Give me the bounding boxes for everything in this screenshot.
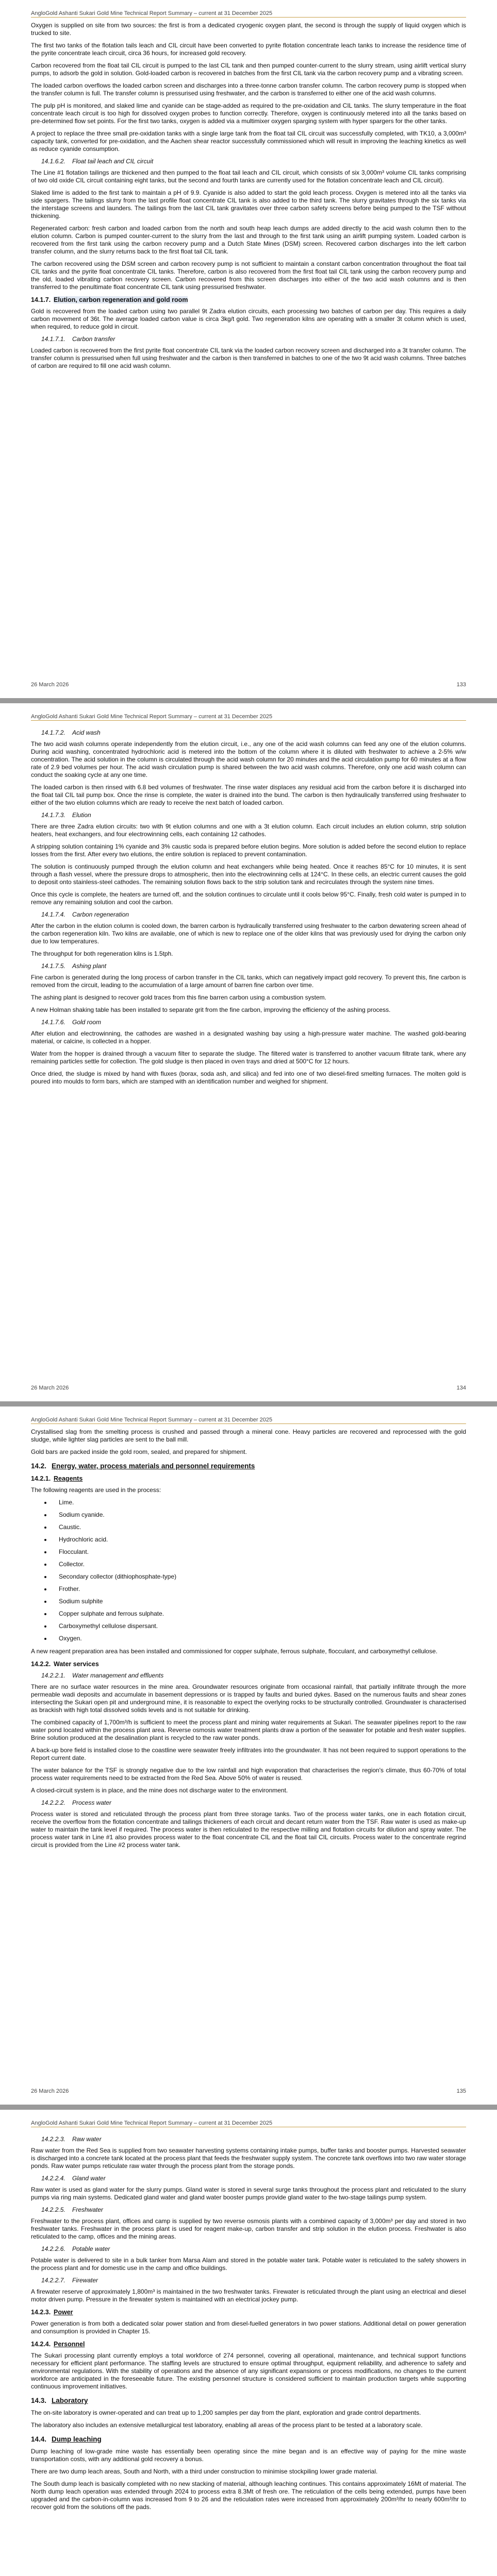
report-page-133	[0, 0, 497, 698]
list-item: • Flocculant.	[52, 1548, 466, 1556]
paragraph: The ashing plant is designed to recover gold traces from this fine barren carbon using a combustion system.	[31, 994, 326, 1001]
page-header: AngloGold Ashanti Sukari Gold Mine Technical Report Summary – current at 31 December 2025	[31, 2110, 466, 2127]
section-heading: 14.2.1. Reagents	[31, 1475, 83, 1482]
paragraph: Process water is stored and reticulated through the process plant from three storage tanks. Two of the process water tanks, one in each flotation circuit, receive the overflow from the flotation concentrate and tailings thickeners of each circuit and decant return water from the TSF. Raw water is used as make-up water to maintain the tank level if required. The process water is then reticulated to the respective milling and flotation circuits for dilution and spray water. The process water tank in Line #1 also provides process water to the float concentrate CIL and the float tail CIL circuits. Process water to the concentrate regrind circuit is provided from the Line #2 process water tank.	[31, 1810, 466, 1849]
paragraph: A firewater reserve of approximately 1,800m³ is maintained in the two freshwater tanks. Firewater is reticulated through the plant using an electrical and diesel motor driven pump. Pressure in the firewater system is maintained with an electrical jockey pump.	[31, 2288, 466, 2303]
report-page-136	[0, 2110, 497, 2576]
page-footer	[31, 682, 466, 688]
page-header: AngloGold Ashanti Sukari Gold Mine Technical Report Summary – current at 31 December 2025	[31, 1406, 466, 1424]
paragraph: Once this cycle is complete, the heaters are turned off, and the solution continues to circulate until it cools below 95°C. Finally, fresh cold water is pumped in to remove any remaining solution and cool the carbon.	[31, 891, 466, 906]
report-page-135	[0, 1406, 497, 2105]
chapter-section-heading: 14.2. Energy, water, process materials and personnel requirements	[31, 1462, 255, 1470]
paragraph: The two acid wash columns operate independently from the elution circuit, i.e., any one of the acid wash columns can feed any one of the elution columns. During acid washing, concentrated hydrochloric acid is metered into the bottom of the column where it is diluted with freshwater to achieve a 2-5% w/w concentration. The acid solution in the column is circulated through the acid wash column for 20 minutes and the acid circulation pump for 60 minutes at a flow rate of 2.9 bed volumes per hour. The acid wash circulation pump is shared between the two acid wash columns. Therefore, only one acid wash column can conduct the soaking cycle at any one time.	[31, 740, 466, 778]
section-heading: 14.2.3. Power	[31, 2309, 73, 2316]
paragraph: There are no surface water resources in the mine area. Groundwater resources originate from occasional rainfall, that partially infiltrate through the more permeable wadi deposits and accumulate in basement depressions or is trapped by faults and buried dykes. Based on the numerous faults and shear zones intersecting the Sukari open pit and underground mine, it is reasonable to expect the overlying rocks to be structurally controlled. Groundwater is characterised as brackish with high total dissolved solids levels and is not suitable for drinking.	[31, 1683, 466, 1714]
list-item: • Lime.	[52, 1499, 466, 1506]
paragraph: There are three Zadra elution circuits: two with 9t elution columns and one with a 3t elution column. Each circuit includes an elution column, strip solution heaters, heat exchangers, and four electrowinning cells, each containing 12 cathodes.	[31, 823, 466, 838]
list-item: • Frother.	[52, 1585, 466, 1593]
paragraph: The loaded carbon overflows the loaded carbon screen and discharges into a three-tonne carbon transfer column. The carbon recovery pump is stopped when the transfer column is full. The transfer column is pressurised using freshwater, and the carbon is transferred to either one of the acid wash columns.	[31, 82, 466, 97]
paragraph: Loaded carbon is recovered from the first pyrite float concentrate CIL tank via the loaded carbon recovery screen and discharged into a 3t transfer column. The transfer column is pressurised when full using freshwater and the carbon is then transferred in batches to one of the two 9t acid wash columns. Three batches of carbon are required to fill one acid wash column.	[31, 347, 466, 369]
list-item: • Hydrochloric acid.	[52, 1536, 466, 1544]
paragraph: The first two tanks of the flotation tails leach and CIL circuit have been converted to pyrite flotation concentrate leach tanks to increase the residence time of the pyrite concentrate leach circuit, circa 36 hours, for increased gold recovery.	[31, 42, 466, 57]
report-page-134	[0, 703, 497, 1401]
paragraph: The throughput for both regeneration kilns is 1.5tph.	[31, 950, 173, 957]
subsection-heading: 14.2.2.3. Raw water	[41, 2136, 102, 2143]
subsection-heading: 14.2.2.2. Process water	[41, 1799, 112, 1806]
page-footer	[31, 1385, 466, 1391]
subsection-heading: 14.2.2.1. Water management and effluents	[41, 1672, 164, 1679]
paragraph: Dump leaching of low-grade mine waste has essentially been operating since the mine began and is an effective way of paying for the mine waste transportation costs, with any additional gold recovery a bonus.	[31, 2448, 466, 2463]
reagent-list	[31, 1499, 466, 1642]
page-number: 133	[456, 682, 466, 688]
paragraph: Gold bars are packed inside the gold room, sealed, and prepared for shipment.	[31, 1448, 247, 1455]
paragraph: Slaked lime is added to the first tank to maintain a pH of 9.9. Cyanide is also added to start the gold leach process. Oxygen is metered into all the tanks via side spargers. The tailings slurry from the last profile float concentrate CIL tank is also added to the third tank. The slurry gravitates through the six tanks via the interstage screens and launders. The tailings from the last CIL tank gravitates over three carbon safety screens before being pumped to the TSF without thickening.	[31, 189, 466, 219]
paragraph: The solution is continuously pumped through the elution column and heat exchangers while being heated. Once it reaches 85°C for 10 minutes, it is sent through a flash vessel, where the pressure drops to atmospheric, then into the electrowinning cells at 124°C. In these cells, an electric current causes the gold to deposit onto stainless-steel cathodes. The remaining solution flows back to the strip solution tank and recirculates through the system nine times.	[31, 863, 466, 886]
footer-date: 26 March 2026	[31, 1385, 69, 1391]
paragraph: Power generation is from both a dedicated solar power station and from diesel-fuelled generators in two power stations. Additional detail on power generation and consumption is provided in Chapter 15.	[31, 2320, 466, 2335]
list-item: • Sodium cyanide.	[52, 1511, 466, 1519]
paragraph: Freshwater to the process plant, offices and camp is supplied by two reverse osmosis plants with a combined capacity of 3,000m³ per day and stored in two freshwater tanks. Freshwater in the process plant is used for reagent make-up, carbon transfer and strip solution in the elution process. Freshwater is also reticulated to the camp, offices and the mining areas.	[31, 2217, 466, 2240]
section-heading: 14.2.2. Water services	[31, 1660, 99, 1668]
paragraph: The South dump leach is basically completed with no new stacking of material, although leaching continues. This contains approximately 16Mt of material. The North dump leach operation was extended through 2024 to process extra 8.3Mt of fresh ore. The reticulation of the cells being extended, pumps have been upgraded and the carbon-in-column was increased from 9 to 26 and the reticulation rates were increased from approximately 200m³/hr to nearly 600m³/hr to recover gold from the solutions off the pads.	[31, 2480, 466, 2511]
subsection-heading: 14.2.2.6. Potable water	[41, 2245, 110, 2252]
page-header: AngloGold Ashanti Sukari Gold Mine Technical Report Summary – current at 31 December 2025	[31, 703, 466, 721]
paragraph: Gold is recovered from the loaded carbon using two parallel 9t Zadra elution circuits, each processing two batches of carbon per day. This requires a daily carbon movement of 36t. The average loaded carbon value is circa 3kg/t gold. Two regeneration kilns are operating with a smaller 3t column which is used, when required, to reduce gold in circuit.	[31, 308, 466, 330]
paragraph: A new reagent preparation area has been installed and commissioned for copper sulphate, ferrous sulphate, flocculant, and carboxymethyl cellulose.	[31, 1648, 438, 1655]
paragraph: The loaded carbon is then rinsed with 6.8 bed volumes of freshwater. The rinse water displaces any residual acid from the carbon before it is discharged into the float tail CIL tail pump box. Once the rinse is complete, the water is drained into the bund. The carbon is then hydraulically transferred using freshwater to either of the two elution columns which are ready to receive the next batch of loaded carbon.	[31, 784, 466, 806]
page-number: 134	[456, 1385, 466, 1391]
list-item: • Carboxymethyl cellulose dispersant.	[52, 1622, 466, 1630]
subsection-heading: 14.1.7.3. Elution	[41, 811, 91, 819]
paragraph: A project to replace the three small pre-oxidation tanks with a single large tank from the float tail CIL circuit was successfully completed, with TK10, a 3,000m³ capacity tank, converted for pre-oxidation, and the Aachen shear reactor successfully commissioned which will result in improving the leaching kinetics as well as reduce cyanide consumption.	[31, 130, 466, 152]
list-item: • Sodium sulphite	[52, 1598, 466, 1605]
paragraph: After the carbon in the elution column is cooled down, the barren carbon is hydraulically transferred using freshwater to the carbon dewatering screen ahead of the carbon regeneration kiln. Two kilns are available, one of which is new to replace one of the older kilns that was previously used for drying the carbon only due to low temperatures.	[31, 922, 466, 945]
paragraph: Fine carbon is generated during the long process of carbon transfer in the CIL tanks, which can negatively impact gold recovery. To prevent this, fine carbon is removed from the circuit, leading to the accumulation of a large amount of barren fine carbon over time.	[31, 974, 466, 989]
paragraph: A back-up bore field is installed close to the coastline were seawater freely infiltrates into the groundwater. It has not been required to support operations to the Report current date.	[31, 1747, 466, 1761]
chapter-section-heading: 14.3. Laboratory	[31, 2397, 88, 2404]
list-item: • Oxygen.	[52, 1635, 466, 1642]
paragraph: The carbon recovered using the DSM screen and carbon recovery pump is not sufficient to maintain a constant carbon concentration throughout the float tail CIL tanks and the pyrite float concentrate CIL tanks. Therefore, carbon is also recovered from the first float tail CIL tank using the carbon recovery pump and the old, loaded vibrating carbon recovery screen. Carbon recovered from this screen discharges into either of the two acid wash columns and is then transferred to the penultimate float concentrate CIL tank using pressurised freshwater.	[31, 260, 466, 291]
subsection-heading: 14.2.2.7. Firewater	[41, 2277, 98, 2284]
list-item: • Secondary collector (dithiophosphate-type)	[52, 1573, 466, 1581]
section-heading: 14.2.4. Personnel	[31, 2341, 85, 2348]
paragraph: A closed-circuit system is in place, and the mine does not discharge water to the environment.	[31, 1787, 288, 1794]
page-footer	[31, 2088, 466, 2094]
subsection-heading: 14.1.6.2. Float tail leach and CIL circuit	[41, 158, 154, 165]
paragraph: The Sukari processing plant currently employs a total workforce of 274 personnel, covering all operational, maintenance, and technical support functions necessary for efficient plant performance. The staffing levels are structured to ensure optimal throughput, equipment reliability, and adherence to safety and environmental regulations. With the stability of operations and the absence of any significant expansions or process modifications, no changes to the current workforce are anticipated in the foreseeable future. The existing personnel structure is considered sufficient to maintain production targets while supporting continuous improvement initiatives.	[31, 2352, 466, 2390]
subsection-heading: 14.1.7.4. Carbon regeneration	[41, 911, 129, 918]
paragraph: The combined capacity of 1,700m³/h is sufficient to meet the process plant and mining water requirements at Sukari. The seawater pipelines report to the raw water pond located within the process plant area. Reverse osmosis water treatment plants draw a portion of the seawater for potable and fresh water supplies. Brine solution produced at the desalination plant is recycled to the raw water ponds.	[31, 1719, 466, 1741]
paragraph: The Line #1 flotation tailings are thickened and then pumped to the float tail leach and CIL circuit, which consists of six 3,000m³ volume CIL tanks comprising of two old oxide CIL circuit containing eight tanks, but the second and fourth tanks are currently used for the flotation concentrate leach and CIL circuit).	[31, 169, 466, 184]
paragraph: Once dried, the sludge is mixed by hand with fluxes (borax, soda ash, and silica) and fed into one of two diesel-fired smelting furnaces. The molten gold is poured into moulds to form bars, which are stamped with an identification number and weighed for shipment.	[31, 1070, 466, 1085]
paragraph: Regenerated carbon: fresh carbon and loaded carbon from the north and south heap leach dumps are added directly to the acid wash column then to the elution column. Carbon is pumped counter-current to the slurry from the last and through to the first tank using an airlift pumping system. Loaded carbon is recovered from the first tank using the carbon recovery pump and a Dutch State Mines (DSM) screen. Recovered carbon discharges into the left carbon transfer column, and the slurry returns back to the first float tail CIL tank.	[31, 225, 466, 255]
paragraph: A new Holman shaking table has been installed to separate grit from the fine carbon, improving the efficiency of the ashing process.	[31, 1006, 391, 1013]
paragraph: Crystallised slag from the smelting process is crushed and passed through a mineral cone. Heavy particles are recovered and reprocessed with the gold sludge, while lighter slag particles are sent to the ball mill.	[31, 1428, 466, 1443]
section-heading: 14.1.7. Elution, carbon regeneration and gold room	[31, 296, 188, 303]
subsection-heading: 14.1.7.5. Ashing plant	[41, 962, 107, 970]
paragraph: After elution and electrowinning, the cathodes are washed in a designated washing bay using a high-pressure water machine. The washed gold-bearing material, or calcine, is collected in a hopper.	[31, 1030, 466, 1045]
paragraph: Potable water is delivered to site in a bulk tanker from Marsa Alam and stored in the potable water tank. Potable water is reticulated to the safety showers in the process plant and for domestic use in the camp and office buildings.	[31, 2257, 466, 2272]
paragraph: The pulp pH is monitored, and slaked lime and cyanide can be stage-added as required to the pre-oxidation and CIL tanks. The slurry temperature in the float concentrate leach circuit is too high for dissolved oxygen probes to function correctly. Therefore, oxygen is continuously metered into all the tanks based on pre-determined flow set points. For the first two tanks, oxygen is added via a multimixer oxygen sparging system with hyper spargers for the other tanks.	[31, 102, 466, 125]
subsection-heading: 14.2.2.5. Freshwater	[41, 2206, 104, 2213]
paragraph: Raw water is used as gland water for the slurry pumps. Gland water is stored in several surge tanks throughout the process plant and reticulated to the slurry pumps via ring main systems. Dedicated gland water and gland water booster pumps provide gland water to the two-stage tailings pump system.	[31, 2186, 466, 2201]
paragraph: The laboratory also includes an extensive metallurgical test laboratory, enabling all areas of the process plant to be tested at a laboratory scale.	[31, 2421, 423, 2429]
subsection-heading: 14.2.2.4. Gland water	[41, 2175, 106, 2182]
page-number: 135	[456, 2088, 466, 2094]
subsection-heading: 14.1.7.6. Gold room	[41, 1019, 102, 1026]
chapter-section-heading: 14.4. Dump leaching	[31, 2435, 102, 2443]
subsection-heading: 14.1.7.1. Carbon transfer	[41, 335, 115, 343]
paragraph: Oxygen is supplied on site from two sources: the first is from a dedicated cryogenic oxygen plant, the second is through the supply of liquid oxygen which is trucked to site.	[31, 22, 466, 37]
paragraph: Raw water from the Red Sea is supplied from two seawater harvesting systems containing intake pumps, buffer tanks and booster pumps. Harvested seawater is discharged into a concrete tank located at the process plant that feeds the freshwater supply system. The concrete tank overflows into two raw water storage ponds. Raw water pumps reticulate raw water through the process plant from the storage ponds.	[31, 2147, 466, 2170]
paragraph: Water from the hopper is drained through a vacuum filter to separate the sludge. The filtered water is transferred to another vacuum filtrate tank, where any remaining particles settle for collection. The gold sludge is then placed in oven trays and dried at 500°C for 12 hours.	[31, 1050, 466, 1065]
paragraph: The on-site laboratory is owner-operated and can treat up to 1,200 samples per day from the plant, exploration and grade control departments.	[31, 2409, 421, 2416]
list-item: • Caustic.	[52, 1523, 466, 1531]
footer-date: 26 March 2026	[31, 2088, 69, 2094]
page-header: AngloGold Ashanti Sukari Gold Mine Technical Report Summary – current at 31 December 2025	[31, 0, 466, 18]
list-item: • Collector.	[52, 1561, 466, 1568]
footer-date: 26 March 2026	[31, 682, 69, 688]
paragraph: A stripping solution containing 1% cyanide and 3% caustic soda is prepared before elution begins. More solution is added before the second elution to replace losses from the first. After every two elutions, the entire solution is replaced to prevent contamination.	[31, 843, 466, 858]
paragraph: The following reagents are used in the process:	[31, 1486, 161, 1494]
list-item: • Copper sulphate and ferrous sulphate.	[52, 1610, 466, 1618]
paragraph: Carbon recovered from the float tail CIL circuit is pumped to the last CIL tank and then pumped counter-current to the slurry stream, using airlift vertical slurry pumps, to adsorb the gold in solution. Gold-loaded carbon is recovered in batches from the first CIL tank via the carbon recovery pump and a vibrating screen.	[31, 62, 466, 77]
paragraph: The water balance for the TSF is strongly negative due to the low rainfall and high evaporation that characterises the region's climate, thus 60-70% of total process water requirements need to be extracted from the Red Sea. Above 50% of water is reused.	[31, 1767, 466, 1782]
paragraph: There are two dump leach areas, South and North, with a third under construction to minimise stockpiling lower grade material.	[31, 2468, 378, 2475]
subsection-heading: 14.1.7.2. Acid wash	[41, 729, 101, 736]
